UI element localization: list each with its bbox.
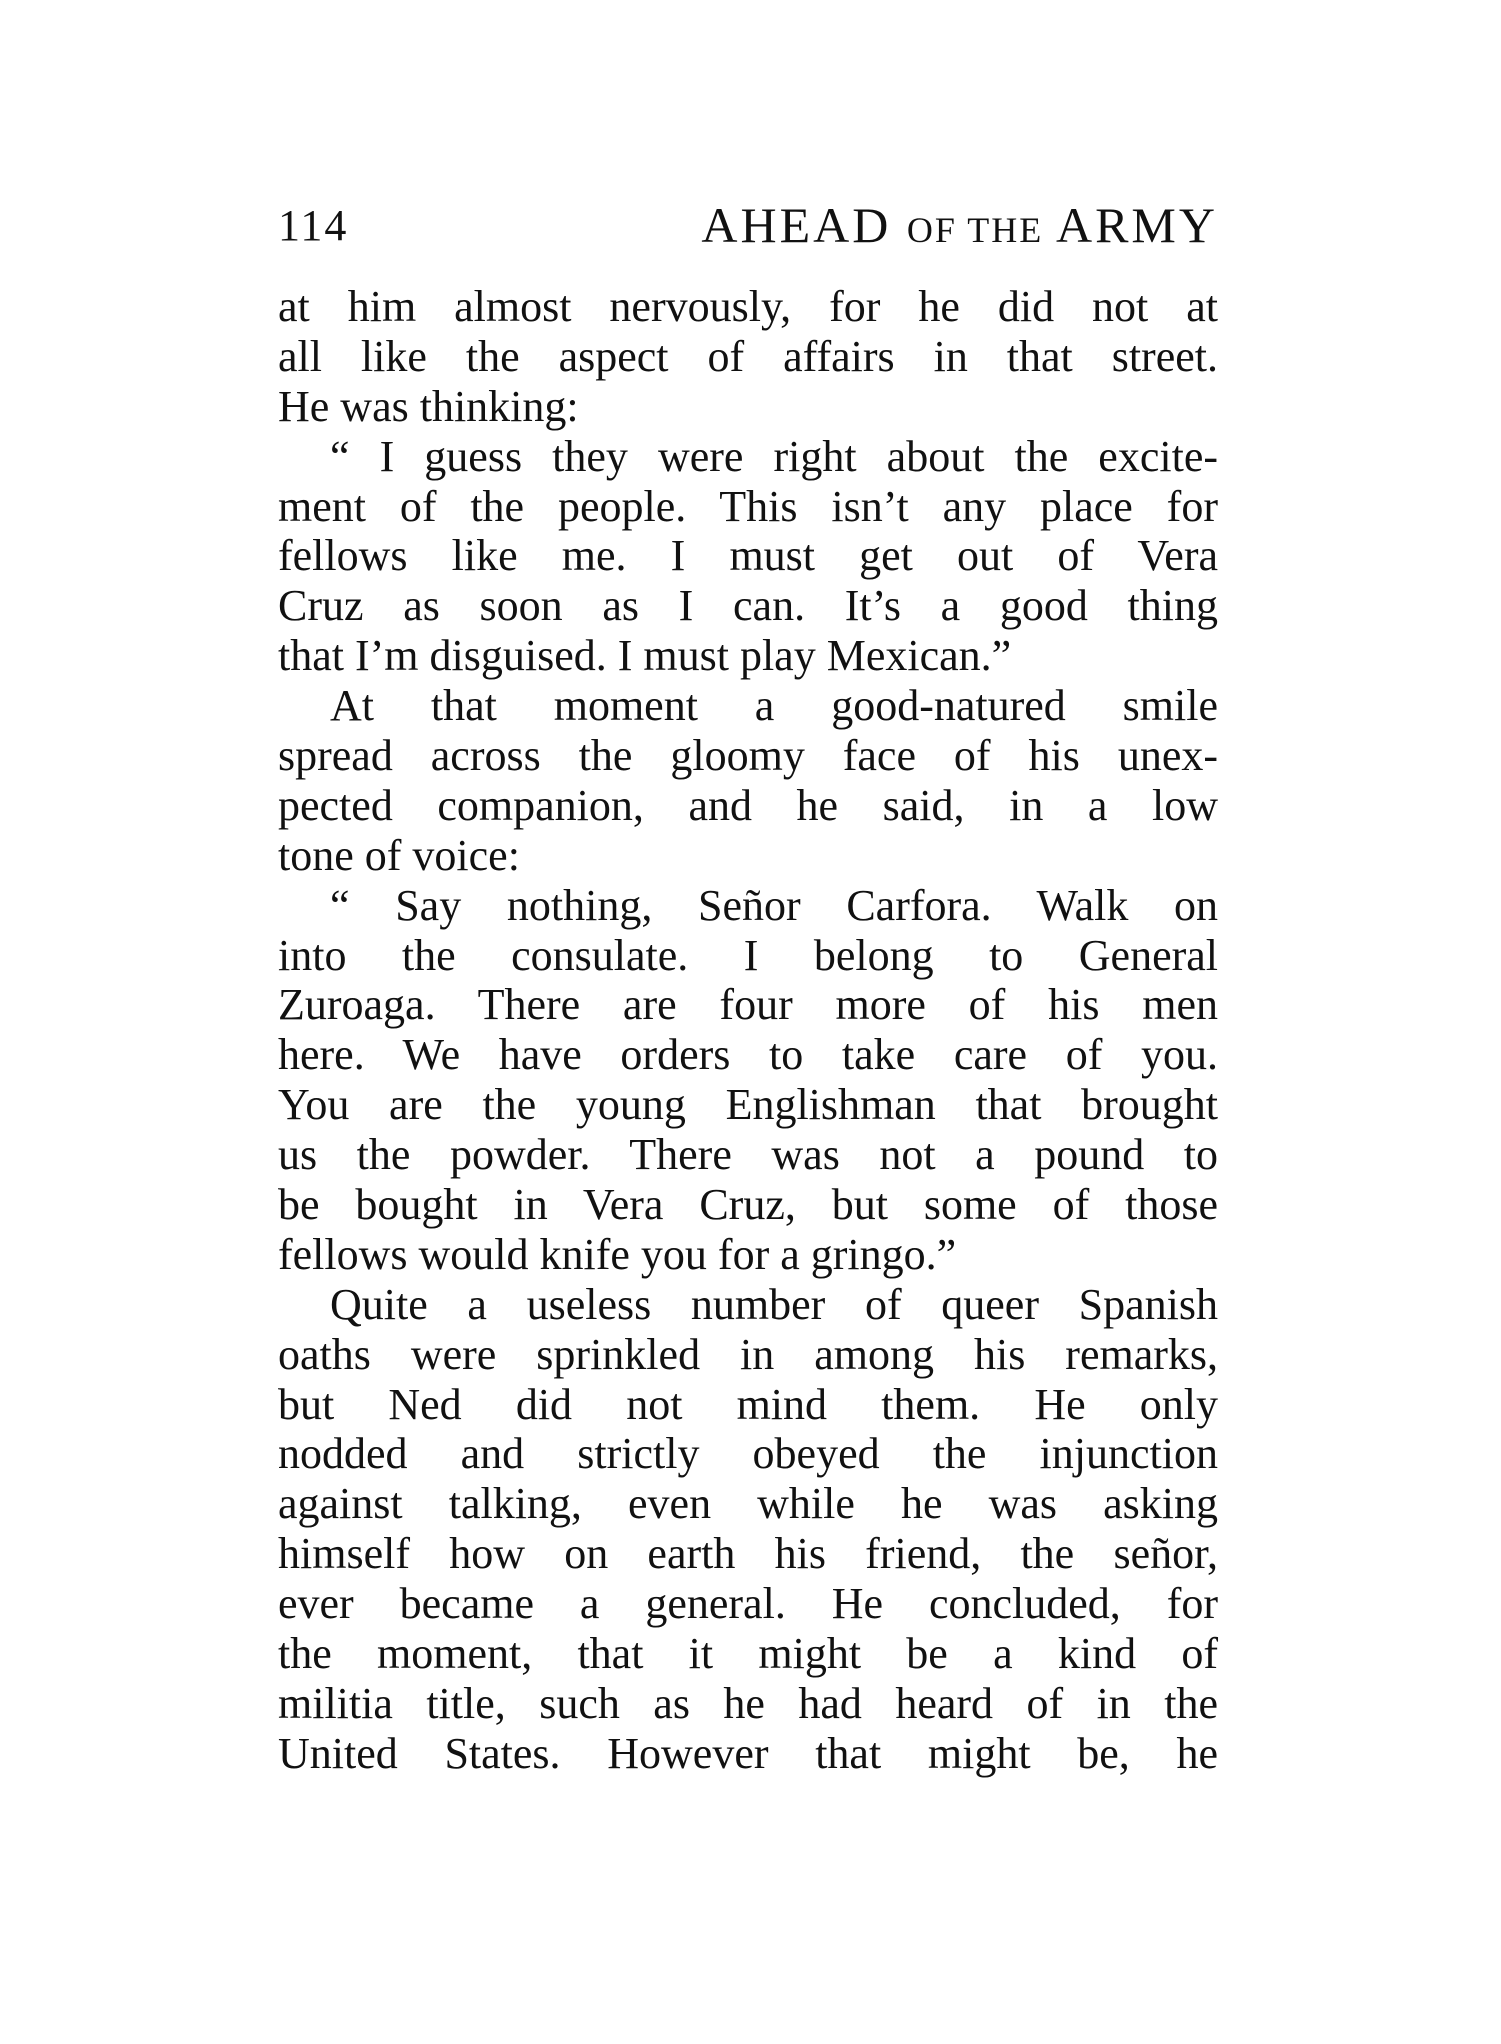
text-line: nodded and strictly obeyed the injunction xyxy=(278,1429,1218,1479)
text-line: at him almost nervously, for he did not at xyxy=(278,282,1218,331)
text-line: He was thinking: xyxy=(278,381,579,431)
text-line: here. We have orders to take care of you. xyxy=(278,1030,1218,1080)
text-line: be bought in Vera Cruz, but some of those xyxy=(278,1180,1218,1230)
text-line: himself how on earth his friend, the señor, xyxy=(278,1529,1218,1579)
text-line: spread across the gloomy face of his unex- xyxy=(278,731,1218,781)
text-line: “ Say nothing, Señor Carfora. Walk on xyxy=(330,880,1218,930)
text-line: all like the aspect of affairs in that street. xyxy=(278,331,1218,381)
text-line: tone of voice: xyxy=(278,830,520,880)
text-line: You are the young Englishman that brought xyxy=(278,1080,1218,1130)
text-line: but Ned did not mind them. He only xyxy=(278,1379,1218,1429)
running-head xyxy=(701,197,1218,253)
text-line: militia title, such as he had heard of in the xyxy=(278,1678,1218,1728)
text-line: United States. However that might be, he xyxy=(278,1728,1218,1778)
text-line: ment of the people. This isn’t any place for xyxy=(278,481,1218,531)
page-header xyxy=(278,196,1218,258)
text-line: Quite a useless number of queer Spanish xyxy=(330,1279,1218,1329)
running-head-title-end: ARMY xyxy=(1043,197,1218,253)
text-line: At that moment a good-natured smile xyxy=(330,681,1218,731)
text-line: Zuroaga. There are four more of his men xyxy=(278,980,1218,1030)
text-line: that I’m disguised. I must play Mexican.” xyxy=(278,631,1012,681)
text-line: fellows like me. I must get out of Vera xyxy=(278,531,1218,581)
text-line: pected companion, and he said, in a low xyxy=(278,780,1218,830)
running-head-title-middle: OF THE xyxy=(906,210,1044,250)
page-number: 114 xyxy=(278,201,349,250)
text-line: oaths were sprinkled in among his remarks, xyxy=(278,1329,1218,1379)
text-line: ever became a general. He concluded, for xyxy=(278,1579,1218,1629)
text-line: “ I guess they were right about the excite- xyxy=(330,431,1218,481)
text-line: the moment, that it might be a kind of xyxy=(278,1629,1218,1679)
body-text xyxy=(278,282,1218,1779)
text-line: fellows would knife you for a gringo.” xyxy=(278,1229,957,1279)
running-head-title-start: AHEAD xyxy=(701,197,907,253)
text-line: into the consulate. I belong to General xyxy=(278,930,1218,980)
text-line: us the powder. There was not a pound to xyxy=(278,1130,1218,1180)
text-line: against talking, even while he was asking xyxy=(278,1479,1218,1529)
book-page xyxy=(278,196,1218,1779)
text-line: Cruz as soon as I can. It’s a good thing xyxy=(278,581,1218,631)
